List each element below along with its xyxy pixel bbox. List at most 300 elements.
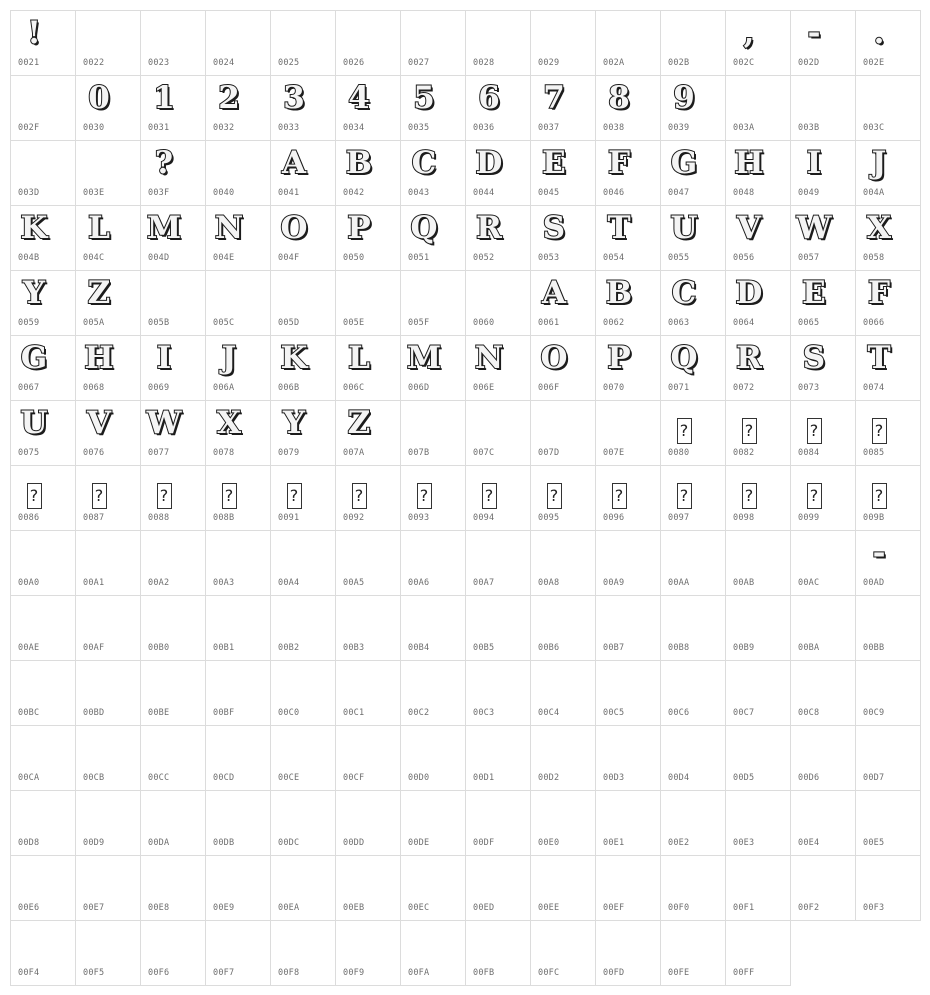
glyph-cell[interactable] <box>725 270 791 336</box>
codepoint-label: 00D7 <box>863 773 885 783</box>
glyph-cell[interactable] <box>75 205 141 271</box>
glyph-cell[interactable] <box>855 140 921 206</box>
codepoint-label: 0095 <box>538 513 560 523</box>
glyph-preview: - <box>807 15 821 51</box>
glyph-cell[interactable] <box>855 530 921 596</box>
glyph-cell[interactable] <box>205 10 271 76</box>
missing-glyph-box <box>661 411 707 449</box>
glyph-cell[interactable] <box>790 140 856 206</box>
glyph-cell[interactable] <box>75 400 141 466</box>
glyph-cell[interactable] <box>855 725 921 791</box>
glyph-cell[interactable] <box>75 335 141 401</box>
glyph-cell[interactable] <box>855 465 921 531</box>
glyph-cell[interactable] <box>205 335 271 401</box>
glyph-cell[interactable] <box>400 855 466 921</box>
codepoint-label: 005F <box>408 318 430 328</box>
glyph-cell[interactable] <box>660 75 726 141</box>
glyph-cell[interactable] <box>270 270 336 336</box>
glyph-cell[interactable] <box>75 75 141 141</box>
glyph-cell[interactable] <box>75 530 141 596</box>
glyph-cell[interactable] <box>205 465 271 531</box>
glyph-cell[interactable] <box>75 660 141 726</box>
codepoint-label: 00DA <box>148 838 170 848</box>
glyph-cell[interactable] <box>790 400 856 466</box>
glyph-cell[interactable] <box>530 75 596 141</box>
codepoint-label: 0051 <box>408 253 430 263</box>
glyph-cell[interactable] <box>855 660 921 726</box>
codepoint-label: 009B <box>863 513 885 523</box>
codepoint-label: 00DE <box>408 838 430 848</box>
glyph-cell[interactable] <box>140 205 206 271</box>
glyph-cell[interactable] <box>855 75 921 141</box>
glyph-cell[interactable] <box>270 140 336 206</box>
codepoint-label: 00A8 <box>538 578 560 588</box>
glyph-preview: D <box>735 275 763 311</box>
glyph-cell[interactable] <box>270 75 336 141</box>
glyph-cell[interactable] <box>790 855 856 921</box>
glyph-cell[interactable] <box>530 530 596 596</box>
codepoint-label: 00E9 <box>213 903 235 913</box>
codepoint-label: 00CB <box>83 773 105 783</box>
glyph-cell[interactable] <box>140 725 206 791</box>
glyph-cell[interactable] <box>595 205 661 271</box>
glyph-cell[interactable] <box>465 400 531 466</box>
glyph-cell[interactable] <box>10 530 76 596</box>
codepoint-label: 00C3 <box>473 708 495 718</box>
glyph-cell[interactable] <box>205 920 271 986</box>
glyph-cell[interactable] <box>335 725 401 791</box>
glyph-cell[interactable] <box>400 335 466 401</box>
missing-glyph-icon: ? <box>742 418 757 444</box>
glyph-cell[interactable] <box>75 270 141 336</box>
glyph-preview: 9 <box>673 80 695 116</box>
codepoint-label: 0038 <box>603 123 625 133</box>
glyph-cell[interactable] <box>595 725 661 791</box>
glyph-cell[interactable] <box>335 855 401 921</box>
glyph-cell[interactable] <box>660 725 726 791</box>
glyph-cell[interactable] <box>465 270 531 336</box>
codepoint-label: 003F <box>148 188 170 198</box>
glyph-cell[interactable] <box>270 855 336 921</box>
glyph-cell[interactable] <box>205 400 271 466</box>
codepoint-label: 00EB <box>343 903 365 913</box>
codepoint-label: 0049 <box>798 188 820 198</box>
glyph-cell[interactable] <box>270 725 336 791</box>
codepoint-label: 00A2 <box>148 578 170 588</box>
glyph-cell[interactable] <box>140 400 206 466</box>
glyph-cell[interactable] <box>465 10 531 76</box>
glyph-cell[interactable] <box>400 595 466 661</box>
codepoint-label: 003E <box>83 188 105 198</box>
codepoint-label: 0075 <box>18 448 40 458</box>
glyph-cell[interactable] <box>790 660 856 726</box>
codepoint-label: 007C <box>473 448 495 458</box>
glyph-cell[interactable] <box>530 595 596 661</box>
glyph-cell[interactable] <box>660 465 726 531</box>
glyph-cell[interactable] <box>595 400 661 466</box>
codepoint-label: 0062 <box>603 318 625 328</box>
glyph-cell[interactable] <box>140 855 206 921</box>
glyph-cell[interactable] <box>10 920 76 986</box>
codepoint-label: 0043 <box>408 188 430 198</box>
glyph-cell[interactable] <box>595 335 661 401</box>
codepoint-label: 00F7 <box>213 968 235 978</box>
glyph-cell[interactable] <box>140 595 206 661</box>
glyph-cell[interactable] <box>10 400 76 466</box>
codepoint-label: 00D2 <box>538 773 560 783</box>
glyph-cell[interactable] <box>725 205 791 271</box>
codepoint-label: 0097 <box>668 513 690 523</box>
glyph-cell[interactable] <box>140 335 206 401</box>
glyph-cell[interactable] <box>400 205 466 271</box>
glyph-cell[interactable] <box>335 465 401 531</box>
glyph-cell[interactable] <box>400 270 466 336</box>
glyph-cell[interactable] <box>465 725 531 791</box>
glyph-cell[interactable] <box>855 335 921 401</box>
glyph-cell[interactable] <box>270 660 336 726</box>
glyph-cell[interactable] <box>660 205 726 271</box>
glyph-preview: Q <box>670 340 698 376</box>
glyph-cell[interactable] <box>10 725 76 791</box>
glyph-cell[interactable] <box>530 660 596 726</box>
glyph-cell[interactable] <box>660 660 726 726</box>
codepoint-label: 0068 <box>83 383 105 393</box>
missing-glyph-box <box>661 476 707 514</box>
glyph-cell[interactable] <box>10 335 76 401</box>
glyph-cell[interactable] <box>75 10 141 76</box>
glyph-cell[interactable] <box>660 595 726 661</box>
glyph-cell[interactable] <box>400 660 466 726</box>
glyph-cell[interactable] <box>75 140 141 206</box>
glyph-cell[interactable] <box>270 400 336 466</box>
glyph-cell[interactable] <box>335 595 401 661</box>
glyph-cell[interactable] <box>725 920 791 986</box>
glyph-cell[interactable] <box>530 400 596 466</box>
codepoint-label: 005C <box>213 318 235 328</box>
codepoint-label: 00B6 <box>538 643 560 653</box>
glyph-cell[interactable] <box>400 790 466 856</box>
glyph-cell[interactable] <box>725 595 791 661</box>
glyph-preview: G <box>20 340 48 376</box>
glyph-preview: Y <box>282 405 306 441</box>
glyph-cell[interactable] <box>205 270 271 336</box>
glyph-cell[interactable] <box>10 660 76 726</box>
glyph-cell[interactable] <box>400 920 466 986</box>
glyph-cell[interactable] <box>465 530 531 596</box>
glyph-cell[interactable] <box>270 790 336 856</box>
missing-glyph-icon: ? <box>807 483 822 509</box>
glyph-cell[interactable] <box>660 790 726 856</box>
glyph-cell[interactable] <box>530 140 596 206</box>
glyph-cell[interactable] <box>725 140 791 206</box>
glyph-cell[interactable] <box>335 140 401 206</box>
glyph-cell[interactable] <box>725 660 791 726</box>
glyph-cell[interactable] <box>75 725 141 791</box>
glyph-cell[interactable] <box>400 400 466 466</box>
glyph-cell[interactable] <box>10 270 76 336</box>
glyph-cell[interactable] <box>790 205 856 271</box>
glyph-cell[interactable] <box>595 465 661 531</box>
glyph-cell[interactable] <box>660 10 726 76</box>
glyph-cell[interactable] <box>725 790 791 856</box>
glyph-cell[interactable] <box>595 595 661 661</box>
glyph-cell[interactable] <box>270 530 336 596</box>
codepoint-label: 007E <box>603 448 625 458</box>
glyph-cell[interactable] <box>140 140 206 206</box>
missing-glyph-icon: ? <box>742 483 757 509</box>
missing-glyph-box <box>11 476 57 514</box>
glyph-cell[interactable] <box>790 595 856 661</box>
glyph-preview: S <box>542 210 566 246</box>
glyph-cell[interactable] <box>660 335 726 401</box>
glyph-cell[interactable] <box>725 855 791 921</box>
glyph-cell[interactable] <box>465 660 531 726</box>
glyph-cell[interactable] <box>10 790 76 856</box>
glyph-cell[interactable] <box>790 790 856 856</box>
glyph-cell[interactable] <box>725 725 791 791</box>
glyph-cell[interactable] <box>790 335 856 401</box>
glyph-cell[interactable] <box>790 10 856 76</box>
codepoint-label: 006E <box>473 383 495 393</box>
codepoint-label: 0026 <box>343 58 365 68</box>
codepoint-label: 006B <box>278 383 300 393</box>
glyph-cell[interactable] <box>75 855 141 921</box>
glyph-cell[interactable] <box>335 75 401 141</box>
codepoint-label: 005E <box>343 318 365 328</box>
glyph-preview: E <box>802 275 826 311</box>
glyph-cell[interactable] <box>400 10 466 76</box>
codepoint-label: 00DF <box>473 838 495 848</box>
glyph-cell[interactable] <box>790 465 856 531</box>
glyph-cell[interactable] <box>465 465 531 531</box>
glyph-cell[interactable] <box>335 920 401 986</box>
codepoint-label: 00A9 <box>603 578 625 588</box>
glyph-cell[interactable] <box>855 10 921 76</box>
glyph-cell[interactable] <box>465 855 531 921</box>
glyph-cell[interactable] <box>205 530 271 596</box>
glyph-preview: G <box>670 145 698 181</box>
glyph-cell[interactable] <box>530 270 596 336</box>
codepoint-label: 0050 <box>343 253 365 263</box>
glyph-cell[interactable] <box>595 855 661 921</box>
glyph-cell[interactable] <box>335 400 401 466</box>
glyph-cell[interactable] <box>270 465 336 531</box>
glyph-cell[interactable] <box>140 530 206 596</box>
glyph-preview: N <box>474 340 504 376</box>
glyph-cell[interactable] <box>595 270 661 336</box>
codepoint-label: 00FE <box>668 968 690 978</box>
glyph-cell[interactable] <box>400 725 466 791</box>
glyph-cell[interactable] <box>725 335 791 401</box>
glyph-cell[interactable] <box>335 530 401 596</box>
glyph-preview: P <box>607 340 631 376</box>
glyph-cell[interactable] <box>205 75 271 141</box>
missing-glyph-box <box>726 411 772 449</box>
codepoint-label: 0088 <box>148 513 170 523</box>
glyph-cell[interactable] <box>205 595 271 661</box>
codepoint-label: 002B <box>668 58 690 68</box>
glyph-cell[interactable] <box>530 465 596 531</box>
glyph-cell[interactable] <box>530 335 596 401</box>
glyph-cell[interactable] <box>10 10 76 76</box>
glyph-cell[interactable] <box>530 10 596 76</box>
glyph-cell[interactable] <box>75 920 141 986</box>
glyph-cell[interactable] <box>595 75 661 141</box>
codepoint-label: 00CA <box>18 773 40 783</box>
glyph-cell[interactable] <box>660 920 726 986</box>
missing-glyph-box <box>206 476 252 514</box>
glyph-cell[interactable] <box>790 725 856 791</box>
glyph-cell[interactable] <box>465 75 531 141</box>
codepoint-label: 00FB <box>473 968 495 978</box>
glyph-cell[interactable] <box>140 270 206 336</box>
glyph-cell[interactable] <box>790 530 856 596</box>
glyph-preview: ? <box>154 145 174 181</box>
glyph-cell[interactable] <box>400 530 466 596</box>
codepoint-label: 0037 <box>538 123 560 133</box>
glyph-cell[interactable] <box>10 595 76 661</box>
glyph-cell[interactable] <box>465 205 531 271</box>
glyph-cell[interactable] <box>465 595 531 661</box>
glyph-cell[interactable] <box>660 530 726 596</box>
glyph-cell[interactable] <box>855 270 921 336</box>
glyph-cell[interactable] <box>595 530 661 596</box>
codepoint-label: 004C <box>83 253 105 263</box>
glyph-cell[interactable] <box>335 205 401 271</box>
glyph-cell[interactable] <box>10 75 76 141</box>
glyph-cell[interactable] <box>855 205 921 271</box>
codepoint-label: 002D <box>798 58 820 68</box>
glyph-cell[interactable] <box>530 790 596 856</box>
glyph-cell[interactable] <box>205 790 271 856</box>
glyph-cell[interactable] <box>725 400 791 466</box>
glyph-cell[interactable] <box>205 855 271 921</box>
codepoint-label: 007A <box>343 448 365 458</box>
glyph-cell[interactable] <box>595 140 661 206</box>
glyph-cell[interactable] <box>75 595 141 661</box>
glyph-cell[interactable] <box>335 660 401 726</box>
codepoint-label: 00C0 <box>278 708 300 718</box>
glyph-cell[interactable] <box>270 595 336 661</box>
glyph-cell[interactable] <box>335 790 401 856</box>
glyph-cell[interactable] <box>465 140 531 206</box>
glyph-cell[interactable] <box>660 140 726 206</box>
glyph-cell[interactable] <box>10 855 76 921</box>
glyph-cell[interactable] <box>530 725 596 791</box>
codepoint-label: 00E0 <box>538 838 560 848</box>
codepoint-label: 0053 <box>538 253 560 263</box>
glyph-cell[interactable] <box>335 335 401 401</box>
glyph-cell[interactable] <box>855 790 921 856</box>
codepoint-label: 005D <box>278 318 300 328</box>
codepoint-label: 00AF <box>83 643 105 653</box>
glyph-preview: V <box>86 405 112 441</box>
glyph-cell[interactable] <box>335 10 401 76</box>
glyph-cell[interactable] <box>725 465 791 531</box>
glyph-preview: A <box>281 145 307 181</box>
glyph-cell[interactable] <box>140 75 206 141</box>
glyph-cell[interactable] <box>140 660 206 726</box>
codepoint-label: 0060 <box>473 318 495 328</box>
glyph-cell[interactable] <box>660 270 726 336</box>
glyph-cell[interactable] <box>140 465 206 531</box>
glyph-cell[interactable] <box>855 400 921 466</box>
glyph-cell[interactable] <box>725 75 791 141</box>
missing-glyph-box <box>531 476 577 514</box>
glyph-cell[interactable] <box>595 10 661 76</box>
codepoint-label: 00D9 <box>83 838 105 848</box>
glyph-cell[interactable] <box>10 205 76 271</box>
glyph-cell[interactable] <box>465 335 531 401</box>
glyph-cell[interactable] <box>530 205 596 271</box>
codepoint-label: 00CE <box>278 773 300 783</box>
codepoint-label: 00F8 <box>278 968 300 978</box>
codepoint-label: 0027 <box>408 58 430 68</box>
glyph-cell[interactable] <box>10 140 76 206</box>
glyph-cell[interactable] <box>660 400 726 466</box>
glyph-cell[interactable] <box>205 660 271 726</box>
glyph-cell[interactable] <box>270 335 336 401</box>
glyph-cell[interactable] <box>595 790 661 856</box>
glyph-cell[interactable] <box>205 205 271 271</box>
codepoint-label: 0031 <box>148 123 170 133</box>
codepoint-label: 0044 <box>473 188 495 198</box>
codepoint-label: 0040 <box>213 188 235 198</box>
glyph-cell[interactable] <box>140 790 206 856</box>
glyph-cell[interactable] <box>140 920 206 986</box>
glyph-cell[interactable] <box>270 920 336 986</box>
glyph-preview: K <box>280 340 308 376</box>
glyph-preview: N <box>214 210 244 246</box>
glyph-cell[interactable] <box>595 920 661 986</box>
glyph-cell[interactable] <box>530 920 596 986</box>
glyph-cell[interactable] <box>140 10 206 76</box>
glyph-cell[interactable] <box>75 790 141 856</box>
codepoint-label: 00E3 <box>733 838 755 848</box>
glyph-cell[interactable] <box>660 855 726 921</box>
codepoint-label: 002C <box>733 58 755 68</box>
glyph-cell[interactable] <box>530 855 596 921</box>
codepoint-label: 004A <box>863 188 885 198</box>
glyph-cell[interactable] <box>270 205 336 271</box>
codepoint-label: 00D3 <box>603 773 625 783</box>
glyph-cell[interactable] <box>790 75 856 141</box>
glyph-cell[interactable] <box>790 270 856 336</box>
codepoint-label: 0059 <box>18 318 40 328</box>
glyph-cell[interactable] <box>725 10 791 76</box>
glyph-cell[interactable] <box>10 465 76 531</box>
glyph-cell[interactable] <box>855 595 921 661</box>
glyph-cell[interactable] <box>400 140 466 206</box>
codepoint-label: 003B <box>798 123 820 133</box>
glyph-cell[interactable] <box>75 465 141 531</box>
glyph-cell[interactable] <box>335 270 401 336</box>
glyph-cell[interactable] <box>205 140 271 206</box>
glyph-preview: E <box>542 145 566 181</box>
glyph-cell[interactable] <box>855 855 921 921</box>
glyph-cell[interactable] <box>465 920 531 986</box>
missing-glyph-icon: ? <box>482 483 497 509</box>
codepoint-label: 00B3 <box>343 643 365 653</box>
glyph-cell[interactable] <box>595 660 661 726</box>
glyph-cell[interactable] <box>270 10 336 76</box>
glyph-cell[interactable] <box>400 465 466 531</box>
glyph-cell[interactable] <box>725 530 791 596</box>
glyph-cell[interactable] <box>400 75 466 141</box>
glyph-cell[interactable] <box>205 725 271 791</box>
glyph-cell[interactable] <box>465 790 531 856</box>
glyph-preview: 4 <box>348 80 370 116</box>
